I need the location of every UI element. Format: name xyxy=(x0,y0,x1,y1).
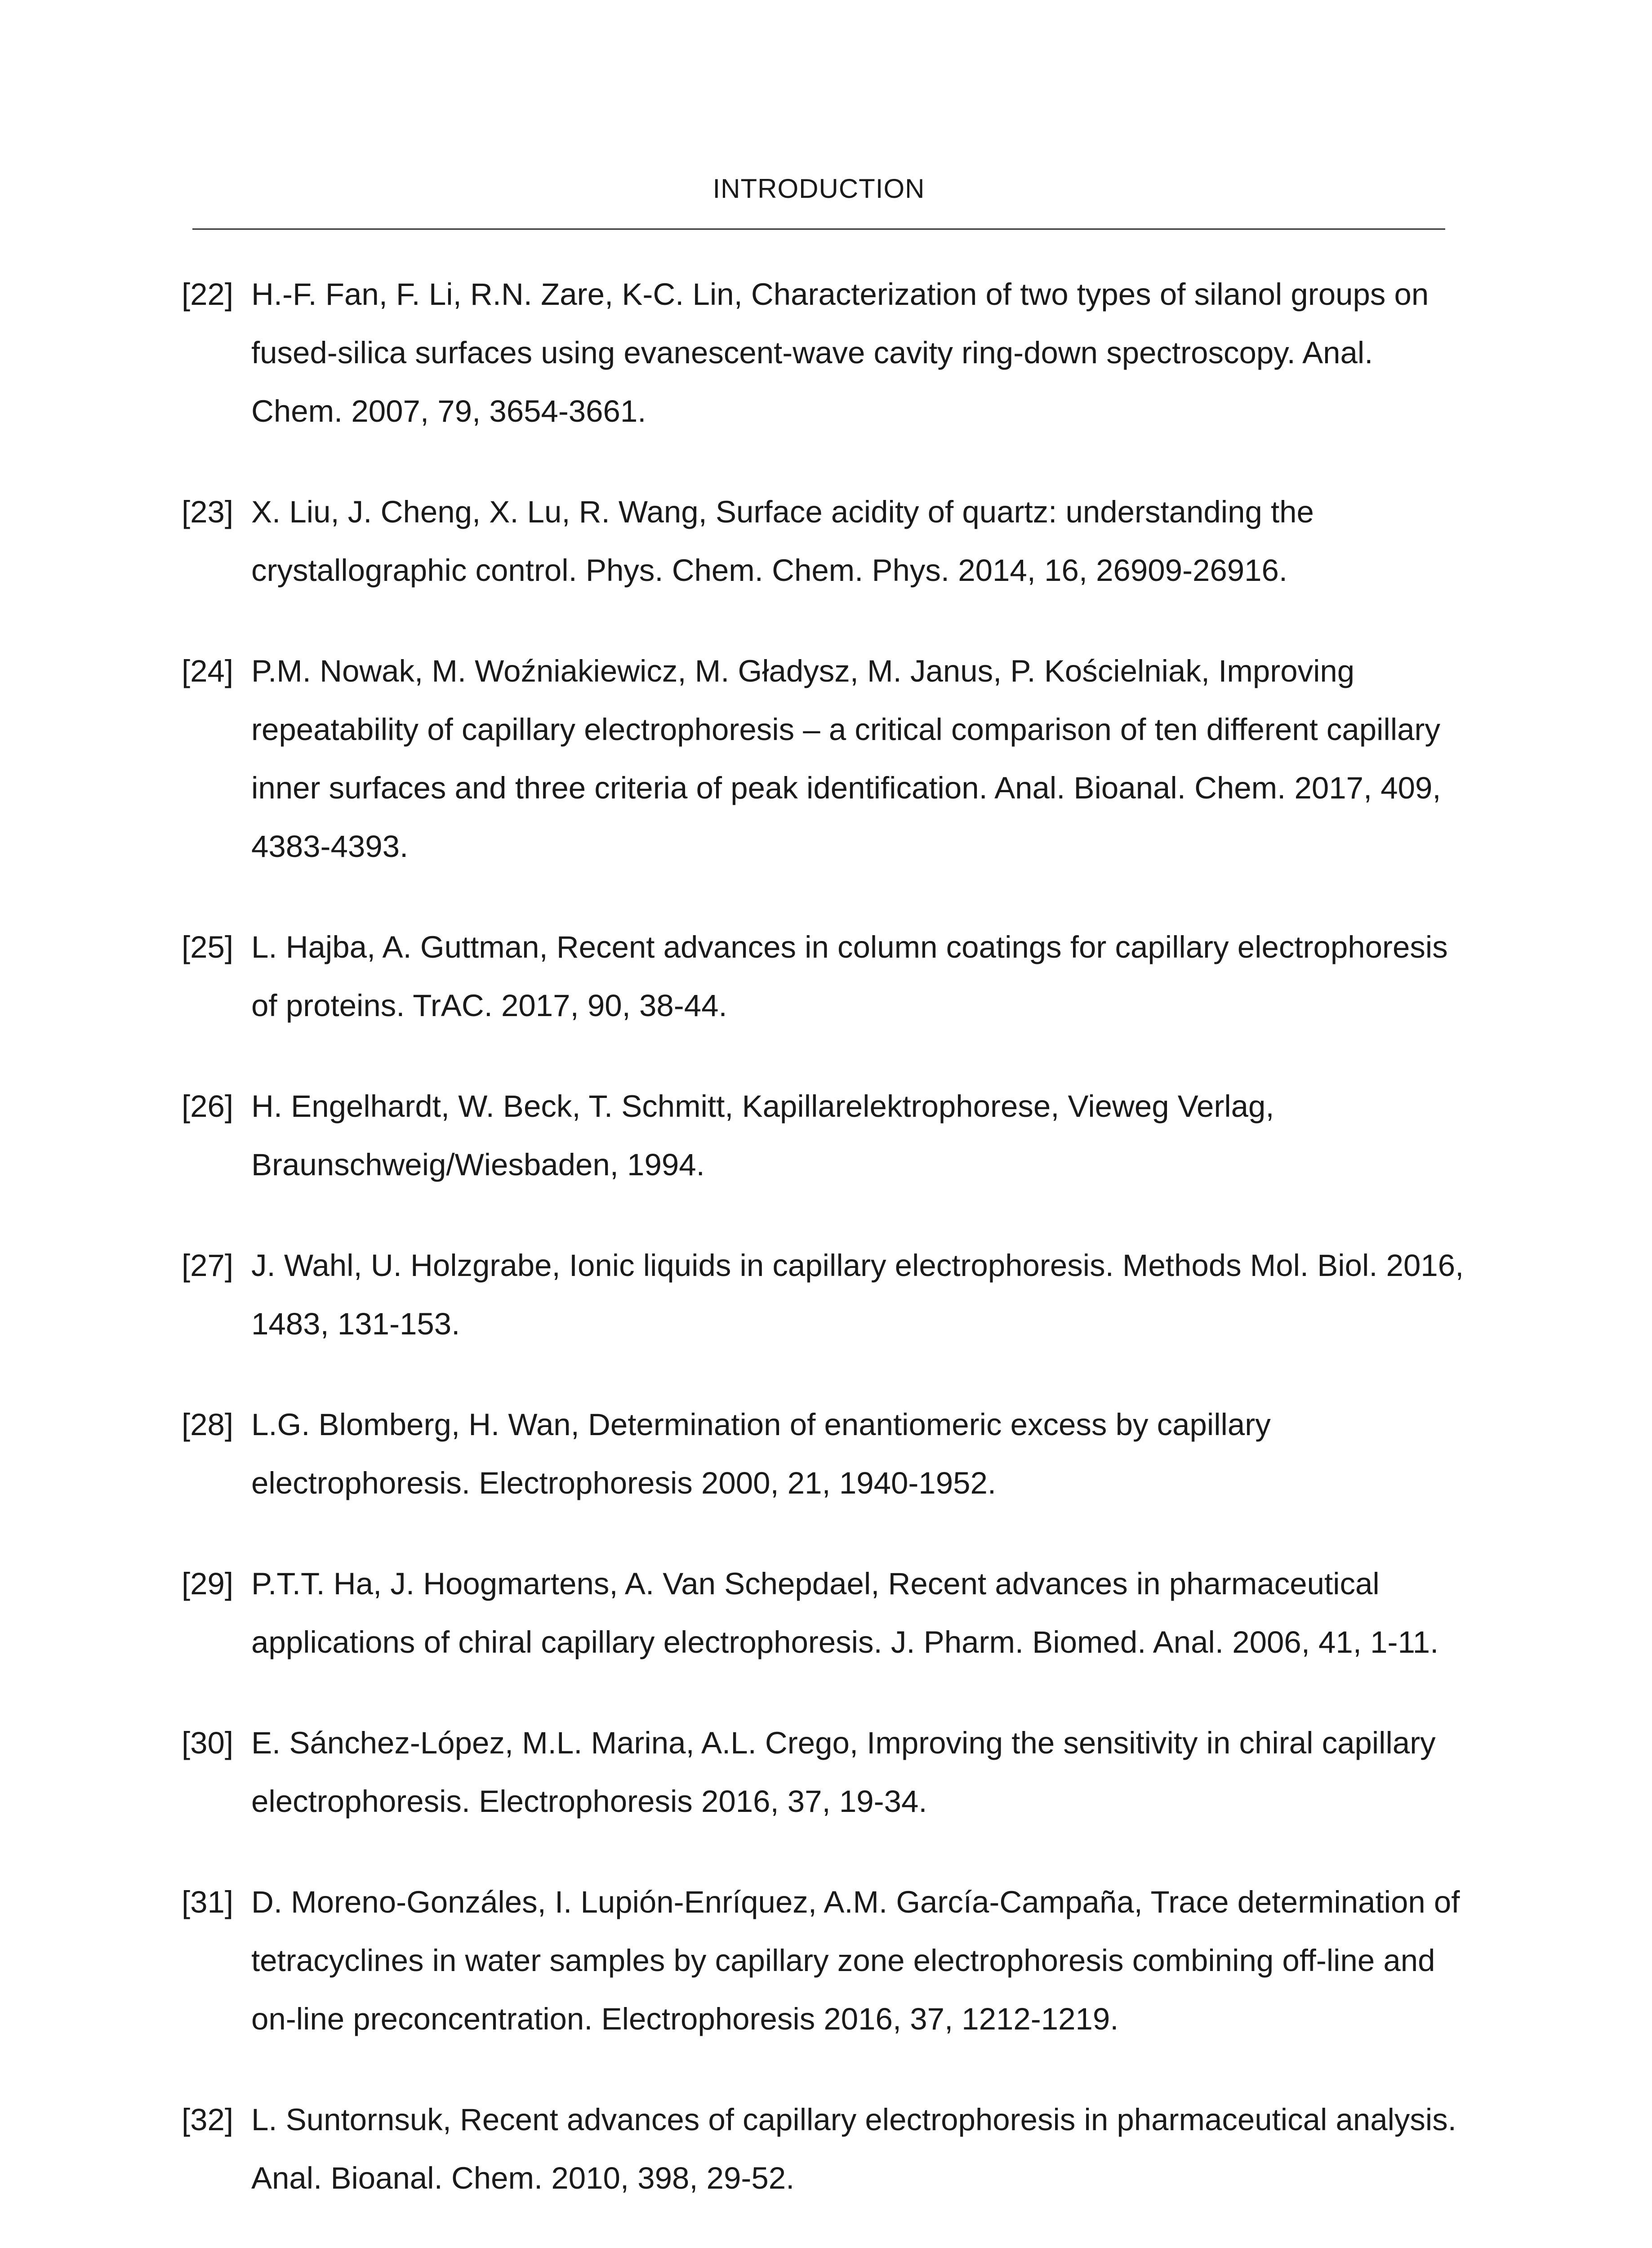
reference-item xyxy=(182,265,1467,441)
reference-number: [31] xyxy=(182,1885,234,1919)
reference-text: L.G. Blomberg, H. Wan, Determination of enantiomeric excess by capillary electrophoresis. Electrophoresis 2000, 21, 1940-1952. xyxy=(251,1407,1271,1500)
reference-item xyxy=(182,1555,1467,1672)
reference-number: [32] xyxy=(182,2102,234,2137)
reference-item xyxy=(182,1714,1467,1831)
reference-text: J. Wahl, U. Holzgrabe, Ionic liquids in capillary electrophoresis. Methods Mol. Biol. 2016, 1483, 131-153. xyxy=(251,1248,1464,1341)
reference-number: [28] xyxy=(182,1407,234,1442)
header-rule xyxy=(192,228,1445,230)
reference-item xyxy=(182,483,1467,600)
reference-item xyxy=(182,1873,1467,2048)
reference-number: [22] xyxy=(182,277,234,312)
reference-item xyxy=(182,1236,1467,1353)
reference-list xyxy=(182,265,1467,2208)
reference-number: [23] xyxy=(182,495,234,529)
reference-text: H.-F. Fan, F. Li, R.N. Zare, K-C. Lin, Characterization of two types of silanol groups on fused-silica surfaces using evanescent-wave cavity ring-down spectroscopy. Anal. Chem. 2007, 79, 3654-3661. xyxy=(251,277,1429,428)
reference-text: E. Sánchez-López, M.L. Marina, A.L. Crego, Improving the sensitivity in chiral capillary electrophoresis. Electrophoresis 2016, 37, 19-34. xyxy=(251,1726,1436,1819)
reference-item xyxy=(182,1077,1467,1194)
reference-text: X. Liu, J. Cheng, X. Lu, R. Wang, Surface acidity of quartz: understanding the crystallographic control. Phys. Chem. Chem. Phys. 2014, 16, 26909-26916. xyxy=(251,495,1314,588)
reference-text: P.T.T. Ha, J. Hoogmartens, A. Van Schepdael, Recent advances in pharmaceutical applications of chiral capillary electrophoresis. J. Pharm. Biomed. Anal. 2006, 41, 1-11. xyxy=(251,1566,1439,1659)
reference-text: L. Suntornsuk, Recent advances of capillary electrophoresis in pharmaceutical analysis. Anal. Bioanal. Chem. 2010, 398, 29-52. xyxy=(251,2102,1456,2195)
reference-text: P.M. Nowak, M. Woźniakiewicz, M. Gładysz, M. Janus, P. Kościelniak, Improving repeatability of capillary electrophoresis – a critical comparison of ten different capillary inner surfaces and three criteria of peak identification. Anal. Bioanal. Chem. 2017, 409, 4383-4393. xyxy=(251,654,1441,864)
reference-item xyxy=(182,1396,1467,1512)
reference-number: [30] xyxy=(182,1726,234,1760)
reference-text: H. Engelhardt, W. Beck, T. Schmitt, Kapillarelektrophorese, Vieweg Verlag, Braunschweig/Wiesbaden, 1994. xyxy=(251,1089,1274,1182)
reference-number: [27] xyxy=(182,1248,234,1283)
reference-item xyxy=(182,2091,1467,2208)
reference-number: [29] xyxy=(182,1566,234,1601)
reference-text: L. Hajba, A. Guttman, Recent advances in column coatings for capillary electrophoresis of proteins. TrAC. 2017, 90, 38-44. xyxy=(251,930,1448,1023)
reference-number: [26] xyxy=(182,1089,234,1124)
reference-item xyxy=(182,918,1467,1035)
running-header: INTRODUCTION xyxy=(712,174,925,204)
reference-text: D. Moreno-Gonzáles, I. Lupión-Enríquez, A.M. García-Campaña, Trace determination of tetracyclines in water samples by capillary zone electrophoresis combining off-line and on-line preconcentration. Electrophoresis 2016, 37, 1212-1219. xyxy=(251,1885,1460,2036)
reference-item xyxy=(182,642,1467,876)
reference-number: [24] xyxy=(182,654,234,688)
reference-number: [25] xyxy=(182,930,234,964)
